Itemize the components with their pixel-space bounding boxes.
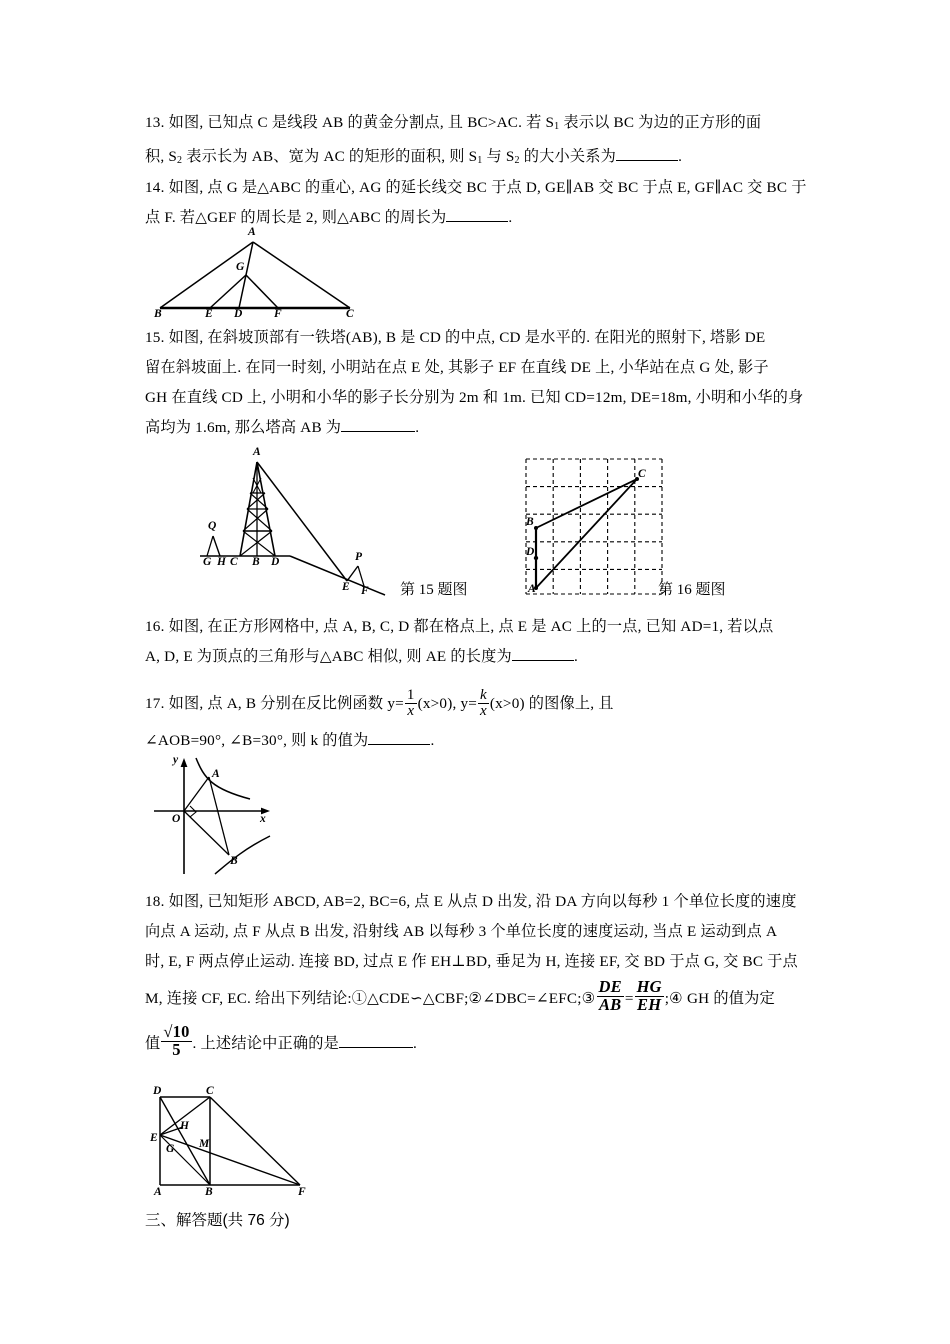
q18-line-5-text-b: . 上述结论中正确的是 bbox=[192, 1035, 340, 1052]
figure-q15-caption: 第 15 题图 bbox=[400, 582, 468, 598]
figure-q18 bbox=[150, 1085, 320, 1200]
q18-fraction-3 bbox=[161, 1024, 191, 1059]
figure-q14-label-G: G bbox=[236, 261, 245, 273]
figure-q15-label-H: H bbox=[217, 556, 226, 568]
figure-q16-label-A: A bbox=[528, 583, 536, 595]
q18-frac3-numerator: √10 bbox=[163, 1022, 190, 1042]
q18-fraction-1 bbox=[597, 979, 624, 1014]
q14-line-2-text: 点 F. 若△GEF 的周长是 2, 则△ABC 的周长为 bbox=[145, 209, 447, 226]
figure-q16-label-C: C bbox=[638, 468, 646, 480]
q17-frac2-numerator: k bbox=[480, 686, 487, 703]
q18-frac1-denominator: AB bbox=[597, 996, 624, 1014]
figure-q18-label-B: B bbox=[205, 1186, 213, 1198]
q18-frac3-denominator: 5 bbox=[161, 1041, 191, 1059]
question-13 bbox=[145, 108, 835, 176]
figure-q16-label-D: D bbox=[526, 546, 535, 558]
figure-q18-label-E: E bbox=[150, 1132, 158, 1144]
figure-q14 bbox=[150, 228, 365, 320]
figure-q15-label-F: F bbox=[361, 585, 369, 597]
question-15 bbox=[145, 323, 835, 443]
figure-q18-label-M: M bbox=[199, 1138, 210, 1150]
figure-q16-svg bbox=[524, 457, 669, 597]
q14-answer-blank[interactable] bbox=[446, 208, 508, 222]
figure-q17-label-y: y bbox=[173, 754, 179, 766]
q18-line-2: 向点 A 运动, 点 F 从点 B 出发, 沿射线 AB 以每秒 3 个单位长度的速度运动, 当点 E 运动到点 A bbox=[145, 923, 778, 940]
figure-q16-caption: 第 16 题图 bbox=[658, 582, 726, 598]
figure-q14-label-E: E bbox=[205, 308, 213, 320]
question-14 bbox=[145, 173, 835, 233]
q13-sub-4: 2 bbox=[514, 155, 520, 167]
q17-line-2 bbox=[145, 724, 835, 758]
figure-q15-label-E: E bbox=[342, 581, 350, 593]
q17-line-1-text-b: (x>0), y= bbox=[417, 695, 478, 712]
q13-line-2-text-d: 的大小关系为 bbox=[523, 148, 617, 166]
q17-frac2-denominator: x bbox=[480, 703, 487, 720]
q16-line-1: 16. 如图, 在正方形网格中, 点 A, B, C, D 都在格点上, 点 E 是 AC 上的一点, 已知 AD=1, 若以点 bbox=[145, 618, 774, 635]
q15-answer-blank[interactable] bbox=[341, 418, 415, 432]
q18-line-5-text-a: 值 bbox=[145, 1035, 161, 1052]
q15-line-1: 15. 如图, 在斜坡顶部有一铁塔(AB), B 是 CD 的中点, CD 是水平的. 在阳光的照射下, 塔影 DE bbox=[145, 329, 766, 346]
figure-q14-label-B: B bbox=[154, 308, 162, 320]
q13-line-2-text-b: 表示长为 AB、宽为 AC 的矩形的面积, 则 S bbox=[186, 148, 478, 166]
figure-q14-label-F: F bbox=[274, 308, 282, 320]
figure-q18-svg bbox=[150, 1085, 320, 1200]
q17-fraction-2 bbox=[478, 688, 489, 720]
figure-q18-label-G: G bbox=[166, 1143, 175, 1155]
figure-q15-svg bbox=[195, 452, 395, 600]
q17-period: . bbox=[430, 732, 435, 749]
question-16 bbox=[145, 612, 835, 672]
figure-q17-label-O: O bbox=[172, 813, 181, 825]
q16-line-2-text: A, D, E 为顶点的三角形与△ABC 相似, 则 AE 的长度为 bbox=[145, 648, 512, 665]
q14-line-1: 14. 如图, 点 G 是△ABC 的重心, AG 的延长线交 BC 于点 D, GE∥AB 交 BC 于点 E, GF∥AC 交 BC 于 bbox=[145, 179, 807, 196]
q18-line-5 bbox=[145, 1021, 835, 1067]
q18-line-4-text-a: M, 连接 CF, EC. 给出下列结论:①△CDE∽△CBF;②∠DBC=∠EFC;③ bbox=[145, 990, 596, 1007]
q17-fraction-1 bbox=[405, 688, 417, 720]
q18-line-4-text-b: ;④ GH 的值为定 bbox=[664, 990, 775, 1007]
figure-q18-label-F: F bbox=[298, 1186, 306, 1198]
figure-q15-label-A: A bbox=[253, 446, 261, 458]
figure-q14-svg bbox=[150, 228, 365, 320]
q17-answer-blank[interactable] bbox=[368, 731, 430, 745]
q18-frac1-numerator: DE bbox=[598, 977, 622, 997]
q13-line-1-text-a: 13. 如图, 已知点 C 是线段 AB 的黄金分割点, 且 BC>AC. 若 S bbox=[145, 114, 555, 131]
q18-line-3: 时, E, F 两点停止运动. 连接 BD, 过点 E 作 EH⊥BD, 垂足为 H, 连接 EF, 交 BD 于点 G, 交 BC 于点 bbox=[145, 953, 798, 970]
figure-q18-label-D: D bbox=[153, 1085, 162, 1097]
q13-line-2-text-a: 积, S bbox=[145, 148, 178, 166]
figure-q16 bbox=[524, 457, 669, 597]
q13-line-2 bbox=[145, 142, 835, 176]
figure-q15-label-P: P bbox=[355, 551, 363, 563]
q17-line-2-text: ∠AOB=90°, ∠B=30°, 则 k 的值为 bbox=[145, 732, 369, 749]
q18-fraction-2 bbox=[635, 979, 664, 1014]
q13-line-2-text-c: 与 S bbox=[486, 148, 515, 166]
figure-q18-label-A: A bbox=[154, 1186, 162, 1198]
q18-frac2-numerator: HG bbox=[636, 977, 662, 997]
figure-q15 bbox=[195, 446, 395, 600]
q16-answer-blank[interactable] bbox=[512, 647, 574, 661]
q13-sub-1: 1 bbox=[554, 121, 560, 133]
q18-frac2-denominator: EH bbox=[635, 996, 664, 1014]
figure-q18-label-C: C bbox=[206, 1085, 214, 1097]
q13-sub-2: 2 bbox=[177, 155, 183, 167]
q17-frac1-numerator: 1 bbox=[406, 686, 415, 703]
q18-line-4 bbox=[145, 977, 835, 1021]
question-17 bbox=[145, 684, 835, 758]
figure-q14-label-A: A bbox=[248, 226, 256, 238]
q14-period: . bbox=[508, 209, 513, 226]
figure-q17 bbox=[152, 756, 277, 878]
q17-line-1 bbox=[145, 684, 835, 724]
section-heading: 三、解答题(共 76 分) bbox=[145, 1212, 290, 1229]
q13-line-1-text-b: 表示以 BC 为边的正方形的面 bbox=[563, 114, 762, 131]
q18-period: . bbox=[413, 1035, 418, 1052]
q18-equals-sign: = bbox=[624, 990, 634, 1007]
q13-sub-3: 1 bbox=[477, 155, 483, 167]
question-18 bbox=[145, 887, 835, 1067]
q15-line-2: 留在斜坡面上. 在同一时刻, 小明站在点 E 处, 其影子 EF 在直线 DE 上, 小华站在点 G 处, 影子 bbox=[145, 359, 769, 376]
q16-period: . bbox=[573, 648, 578, 665]
q18-line-1: 18. 如图, 已知矩形 ABCD, AB=2, BC=6, 点 E 从点 D 出发, 沿 DA 方向以每秒 1 个单位长度的速度 bbox=[145, 893, 797, 910]
figure-q15-label-C: C bbox=[230, 556, 238, 568]
q13-answer-blank[interactable] bbox=[616, 147, 678, 161]
figure-q15-label-G: G bbox=[203, 556, 212, 568]
q13-line-1 bbox=[145, 108, 835, 142]
q15-line-3: GH 在直线 CD 上, 小明和小华的影子长分别为 2m 和 1m. 已知 CD=12m, DE=18m, 小明和小华的身 bbox=[145, 389, 804, 406]
q17-frac1-denominator: x bbox=[405, 703, 417, 719]
q16-line-2 bbox=[145, 642, 835, 672]
q17-line-1-text-a: 17. 如图, 点 A, B 分别在反比例函数 y= bbox=[145, 695, 404, 712]
q15-line-4 bbox=[145, 413, 835, 443]
figure-q15-label-D: D bbox=[271, 556, 280, 568]
figure-q17-label-x: x bbox=[260, 813, 266, 825]
figure-q14-label-D: D bbox=[234, 308, 243, 320]
figure-q17-label-A: A bbox=[212, 768, 220, 780]
figure-q18-label-H: H bbox=[180, 1120, 189, 1132]
q15-period: . bbox=[415, 419, 420, 436]
figure-q15-label-Q: Q bbox=[208, 520, 217, 532]
q13-period: . bbox=[678, 148, 683, 166]
figure-q17-label-B: B bbox=[230, 855, 238, 867]
figure-q14-label-C: C bbox=[346, 308, 354, 320]
figure-q15-label-B: B bbox=[252, 556, 260, 568]
q17-line-1-text-c: (x>0) 的图像上, 且 bbox=[489, 695, 614, 712]
q15-line-4-text: 高均为 1.6m, 那么塔高 AB 为 bbox=[145, 419, 342, 436]
q18-answer-blank[interactable] bbox=[339, 1034, 413, 1048]
figure-q16-label-B: B bbox=[526, 516, 534, 528]
